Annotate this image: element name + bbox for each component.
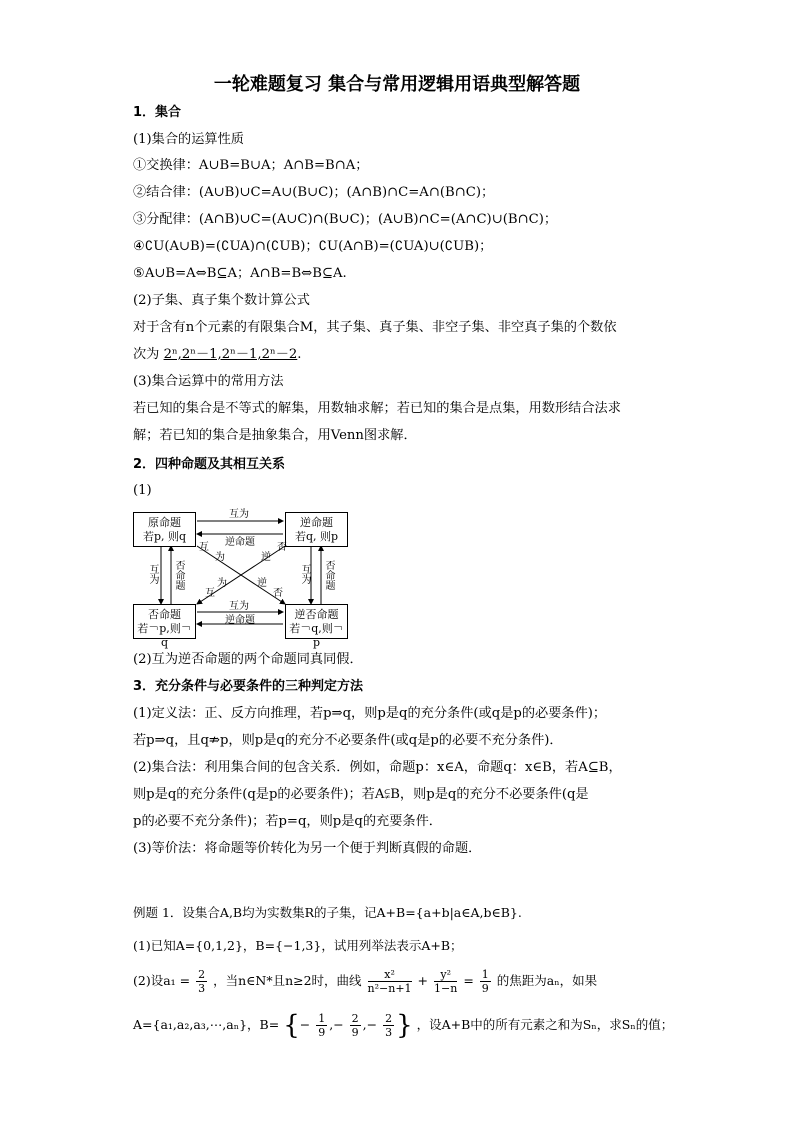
s2-p1: (1) [133,483,152,498]
s3-l1: (1)定义法：正、反方向推理，若p⇒q，则p是q的充分条件(或q是p的必要条件)； [133,706,607,721]
diag-label-4: 为 [217,578,227,589]
original-proposition-box: 原命题 若p, 则q [133,512,196,547]
s3-l3: (2)集合法：利用集合间的包含关系．例如，命题p：x∈A，命题q：x∈B，若A⊆B， [133,760,622,775]
section-3-heading: 3．充分条件与必要条件的三种判定方法 [133,679,364,694]
left-label-a: 互为 [147,564,158,584]
s1-p1: (1)集合的运算性质 [133,132,244,147]
diag-label-6: 逆 [261,552,271,563]
s1-p2b: 次为 2ⁿ,2ⁿ－1,2ⁿ－1,2ⁿ－2. [133,347,302,362]
diag-label-7: 逆 [257,578,267,589]
s1-law-4: ④∁U(A∪B)=(∁UA)∩(∁UB)；∁U(A∩B)=(∁UA)∪(∁UB)； [133,239,493,254]
diag-label-1: 互 [199,542,209,553]
page-title: 一轮难题复习 集合与常用逻辑用语典型解答题 [213,74,581,95]
s1-law-3: ③分配律：(A∩B)∪C=(A∪C)∩(B∪C)；(A∪B)∩C=(A∩C)∪(B∩C)； [133,212,558,227]
s1-law-1: ①交换律：A∪B=B∪A；A∩B=B∩A； [133,158,369,173]
s1-law-2: ②结合律：(A∪B)∪C=A∪(B∪C)；(A∩B)∩C=A∩(B∩C)； [133,185,495,200]
bottom-label-b: 逆命题 [225,615,255,626]
s1-p2: (2)子集、真子集个数计算公式 [133,293,310,308]
left-label-b: 否命题 [173,560,184,590]
fraction-b2: $\frac{2}{9}$ [351,1012,359,1039]
fraction-x2: $\frac{\text{x²}}{\text{n²−n+1}}$ [367,968,412,995]
converse-proposition-box: 逆命题 若q, 则p [285,512,348,547]
fraction-y2: $\frac{\text{y²}}{1-n}$ [434,968,458,995]
s1-p3b: 解；若已知的集合是抽象集合，用Venn图求解． [133,428,417,443]
right-label-a: 互为 [299,564,310,584]
answer-underline: 2ⁿ,2ⁿ－1,2ⁿ－1,2ⁿ－2 [163,347,298,362]
diag-label-5: 否 [277,542,287,553]
fraction-b1: $\frac{1}{9}$ [318,1012,326,1039]
fraction-2-3: $\frac{2}{3}$ [198,968,206,995]
example-1-line-1: 例题 1．设集合A,B均为实数集R的子集，记A+B={a+b|a∈A,b∈B}. [133,905,522,920]
fraction-1-9: $\frac{1}{9}$ [481,968,489,995]
contrapositive-proposition-box: 逆否命题 若￢q,则￢p [285,604,348,639]
s3-l4: 则p是q的充分条件(q是p的必要条件)；若A⫋B，则p是q的充分不必要条件(q是 [133,787,589,802]
s3-l2: 若p⇒q，且q⇏p，则p是q的充分不必要条件(或q是p的必要不充分条件)． [133,733,563,748]
top-label-b: 逆命题 [225,537,255,548]
s1-law-5: ⑤A∪B=A⇔B⊆A；A∩B=B⇔B⊆A. [133,266,347,281]
example-1-line-3: (2)设a₁ = $\frac{2}{3}$ ，当n∈N*且n≥2时，曲线 $\frac{\text{x²}}{\text{n²−n+1}}$ + $\frac{\text{y²}}{1-n}$ = $\frac{1}{9}$ 的焦距为aₙ，如果 [133,968,598,995]
bottom-label-a: 互为 [229,601,249,612]
diag-label-3: 互 [205,588,215,599]
s3-l6: (3)等价法：将命题等价转化为另一个便于判断真假的命题． [133,841,482,856]
s1-p3a: 若已知的集合是不等式的解集，用数轴求解；若已知的集合是点集，用数形结合法求 [133,401,621,416]
four-propositions-diagram [133,506,349,649]
section-2-heading: 2．四种命题及其相互关系 [133,457,286,472]
inverse-proposition-box: 否命题 若￢p,则￢q [133,604,196,639]
diag-label-2: 为 [215,552,225,563]
fraction-b3: $\frac{2}{3}$ [385,1012,393,1039]
section-1-heading: 1．集合 [133,105,182,120]
top-label-a: 互为 [229,509,249,520]
s1-p3: (3)集合运算中的常用方法 [133,374,284,389]
right-label-b: 否命题 [323,560,334,590]
example-1-line-4: A={a₁,a₂,a₃,⋯,aₙ}，B= {− $\frac{1}{9}$ ,− $\frac{2}{9}$ ,− $\frac{2}{3}$ } ，设A+B中的所有元素之和为Sₙ，求Sₙ的值； [133,1010,674,1041]
s2-p2: (2)互为逆否命题的两个命题同真同假． [133,652,363,667]
diag-label-8: 否 [273,588,283,599]
example-1-line-2: (1)已知A={0,1,2}，B={−1,3}，试用列举法表示A+B； [133,938,463,953]
s3-l5: p的必要不充分条件)；若p=q，则p是q的充要条件． [133,814,442,829]
s1-p2a: 对于含有n个元素的有限集合M，其子集、真子集、非空子集、非空真子集的个数依 [133,320,617,335]
